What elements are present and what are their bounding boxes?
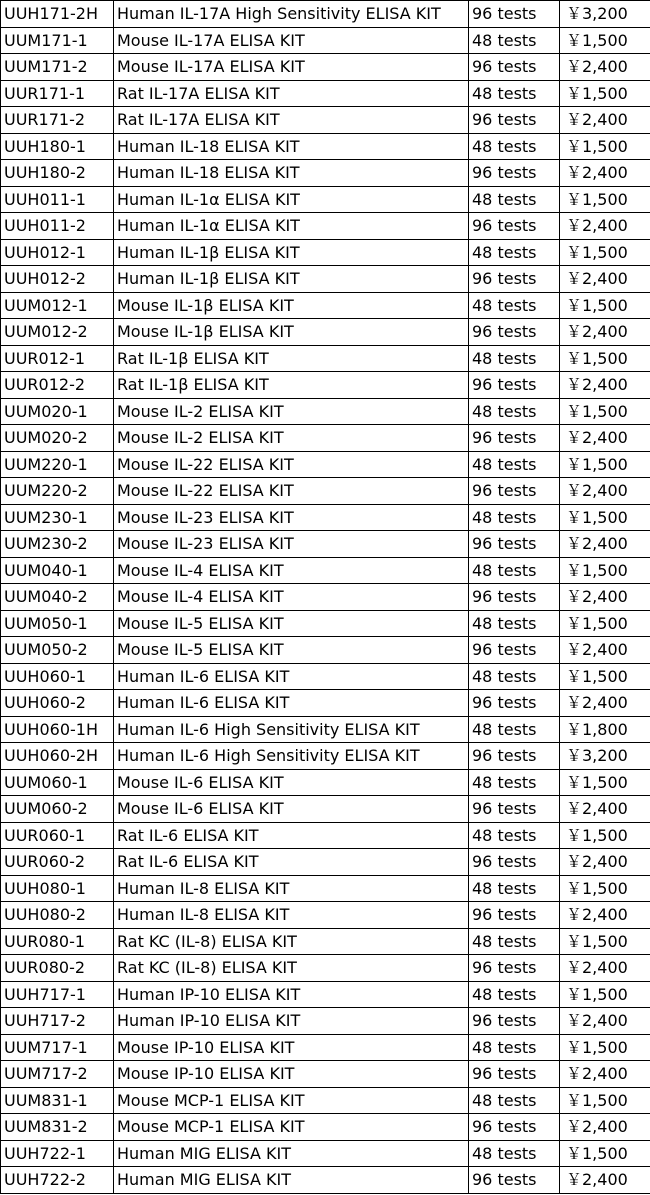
product-code-cell: UUR080-1 xyxy=(1,928,114,955)
product-name-cell: Mouse IL-6 ELISA KIT xyxy=(114,769,469,796)
price-cell: ￥1,500 xyxy=(560,928,650,955)
product-code-cell: UUM220-2 xyxy=(1,478,114,505)
product-name-cell: Mouse MCP-1 ELISA KIT xyxy=(114,1087,469,1114)
price-cell: ￥1,500 xyxy=(560,1087,650,1114)
product-name-cell: Mouse IL-2 ELISA KIT xyxy=(114,425,469,452)
price-cell: ￥2,400 xyxy=(560,955,650,982)
test-count-cell: 96 tests xyxy=(469,955,560,982)
product-name-cell: Human IL-1α ELISA KIT xyxy=(114,213,469,240)
table-row xyxy=(1,213,650,240)
product-name-cell: Human MIG ELISA KIT xyxy=(114,1167,469,1194)
price-cell: ￥1,500 xyxy=(560,133,650,160)
test-count-cell: 96 tests xyxy=(469,796,560,823)
table-row xyxy=(1,902,650,929)
product-code-cell: UUH060-2H xyxy=(1,743,114,770)
product-name-cell: Rat IL-6 ELISA KIT xyxy=(114,822,469,849)
product-name-cell: Rat KC (IL-8) ELISA KIT xyxy=(114,955,469,982)
product-name-cell: Rat IL-6 ELISA KIT xyxy=(114,849,469,876)
price-cell: ￥3,200 xyxy=(560,743,650,770)
table-row xyxy=(1,398,650,425)
test-count-cell: 48 tests xyxy=(469,1087,560,1114)
table-row xyxy=(1,584,650,611)
price-cell: ￥2,400 xyxy=(560,1167,650,1194)
product-name-cell: Human IL-1α ELISA KIT xyxy=(114,186,469,213)
price-cell: ￥1,500 xyxy=(560,769,650,796)
test-count-cell: 48 tests xyxy=(469,186,560,213)
product-code-cell: UUM171-2 xyxy=(1,54,114,81)
table-row xyxy=(1,796,650,823)
price-cell: ￥1,500 xyxy=(560,27,650,54)
table-row xyxy=(1,319,650,346)
test-count-cell: 48 tests xyxy=(469,345,560,372)
test-count-cell: 96 tests xyxy=(469,690,560,717)
product-name-cell: Mouse IL-1β ELISA KIT xyxy=(114,292,469,319)
price-cell: ￥1,500 xyxy=(560,610,650,637)
test-count-cell: 96 tests xyxy=(469,637,560,664)
product-code-cell: UUM040-2 xyxy=(1,584,114,611)
test-count-cell: 96 tests xyxy=(469,1114,560,1141)
price-cell: ￥1,500 xyxy=(560,451,650,478)
table-row xyxy=(1,531,650,558)
product-code-cell: UUH012-2 xyxy=(1,266,114,293)
product-name-cell: Human IL-6 ELISA KIT xyxy=(114,690,469,717)
product-name-cell: Mouse IL-1β ELISA KIT xyxy=(114,319,469,346)
product-code-cell: UUM230-1 xyxy=(1,504,114,531)
table-row xyxy=(1,425,650,452)
product-code-cell: UUM012-2 xyxy=(1,319,114,346)
table-row xyxy=(1,504,650,531)
table-row xyxy=(1,160,650,187)
product-name-cell: Human IL-1β ELISA KIT xyxy=(114,266,469,293)
product-code-cell: UUM040-1 xyxy=(1,557,114,584)
test-count-cell: 48 tests xyxy=(469,451,560,478)
price-cell: ￥1,500 xyxy=(560,1140,650,1167)
price-cell: ￥3,200 xyxy=(560,1,650,28)
table-row xyxy=(1,743,650,770)
table-row xyxy=(1,849,650,876)
price-cell: ￥2,400 xyxy=(560,213,650,240)
product-code-cell: UUR171-2 xyxy=(1,107,114,134)
product-name-cell: Mouse IL-17A ELISA KIT xyxy=(114,54,469,81)
price-cell: ￥2,400 xyxy=(560,319,650,346)
product-name-cell: Human IL-6 ELISA KIT xyxy=(114,663,469,690)
product-code-cell: UUH180-1 xyxy=(1,133,114,160)
table-row xyxy=(1,27,650,54)
test-count-cell: 48 tests xyxy=(469,928,560,955)
table-row xyxy=(1,637,650,664)
test-count-cell: 96 tests xyxy=(469,743,560,770)
price-cell: ￥2,400 xyxy=(560,54,650,81)
product-name-cell: Mouse IL-22 ELISA KIT xyxy=(114,451,469,478)
price-cell: ￥1,500 xyxy=(560,239,650,266)
table-row xyxy=(1,1087,650,1114)
table-row xyxy=(1,266,650,293)
price-cell: ￥2,400 xyxy=(560,584,650,611)
product-name-cell: Human IL-8 ELISA KIT xyxy=(114,875,469,902)
price-cell: ￥2,400 xyxy=(560,902,650,929)
price-cell: ￥1,500 xyxy=(560,875,650,902)
table-row xyxy=(1,690,650,717)
table-row xyxy=(1,875,650,902)
test-count-cell: 48 tests xyxy=(469,27,560,54)
price-cell: ￥1,500 xyxy=(560,504,650,531)
test-count-cell: 96 tests xyxy=(469,849,560,876)
product-name-cell: Rat IL-1β ELISA KIT xyxy=(114,372,469,399)
test-count-cell: 96 tests xyxy=(469,1008,560,1035)
test-count-cell: 96 tests xyxy=(469,1167,560,1194)
product-code-cell: UUM717-1 xyxy=(1,1034,114,1061)
product-code-cell: UUM060-2 xyxy=(1,796,114,823)
price-cell: ￥1,500 xyxy=(560,822,650,849)
product-code-cell: UUR012-1 xyxy=(1,345,114,372)
test-count-cell: 96 tests xyxy=(469,160,560,187)
product-code-cell: UUR060-1 xyxy=(1,822,114,849)
test-count-cell: 48 tests xyxy=(469,981,560,1008)
product-name-cell: Mouse IL-4 ELISA KIT xyxy=(114,584,469,611)
product-name-cell: Human IL-6 High Sensitivity ELISA KIT xyxy=(114,716,469,743)
table-row xyxy=(1,451,650,478)
table-row xyxy=(1,981,650,1008)
product-name-cell: Mouse IL-5 ELISA KIT xyxy=(114,610,469,637)
product-code-cell: UUH722-2 xyxy=(1,1167,114,1194)
product-name-cell: Human IP-10 ELISA KIT xyxy=(114,1008,469,1035)
price-cell: ￥2,400 xyxy=(560,478,650,505)
test-count-cell: 96 tests xyxy=(469,372,560,399)
product-code-cell: UUR012-2 xyxy=(1,372,114,399)
test-count-cell: 48 tests xyxy=(469,1140,560,1167)
table-row xyxy=(1,186,650,213)
product-name-cell: Mouse IP-10 ELISA KIT xyxy=(114,1061,469,1088)
table-row xyxy=(1,955,650,982)
table-row xyxy=(1,292,650,319)
product-code-cell: UUH171-2H xyxy=(1,1,114,28)
price-cell: ￥2,400 xyxy=(560,796,650,823)
price-cell: ￥1,500 xyxy=(560,1034,650,1061)
price-cell: ￥2,400 xyxy=(560,531,650,558)
product-name-cell: Human IL-18 ELISA KIT xyxy=(114,160,469,187)
price-cell: ￥1,500 xyxy=(560,557,650,584)
table-row xyxy=(1,1034,650,1061)
test-count-cell: 96 tests xyxy=(469,319,560,346)
product-code-cell: UUH011-2 xyxy=(1,213,114,240)
price-cell: ￥1,500 xyxy=(560,186,650,213)
table-row xyxy=(1,1,650,28)
test-count-cell: 48 tests xyxy=(469,769,560,796)
product-code-cell: UUM020-2 xyxy=(1,425,114,452)
product-name-cell: Mouse IL-5 ELISA KIT xyxy=(114,637,469,664)
test-count-cell: 96 tests xyxy=(469,266,560,293)
table-row xyxy=(1,769,650,796)
price-cell: ￥2,400 xyxy=(560,1008,650,1035)
product-code-cell: UUM060-1 xyxy=(1,769,114,796)
table-row xyxy=(1,107,650,134)
test-count-cell: 96 tests xyxy=(469,478,560,505)
price-cell: ￥2,400 xyxy=(560,637,650,664)
price-cell: ￥2,400 xyxy=(560,1114,650,1141)
product-code-cell: UUH717-1 xyxy=(1,981,114,1008)
product-name-cell: Rat IL-17A ELISA KIT xyxy=(114,107,469,134)
table-row xyxy=(1,928,650,955)
product-code-cell: UUM012-1 xyxy=(1,292,114,319)
product-code-cell: UUH060-1H xyxy=(1,716,114,743)
product-name-cell: Human IL-17A High Sensitivity ELISA KIT xyxy=(114,1,469,28)
table-body xyxy=(1,1,650,1194)
test-count-cell: 96 tests xyxy=(469,1,560,28)
test-count-cell: 48 tests xyxy=(469,557,560,584)
price-cell: ￥1,500 xyxy=(560,981,650,1008)
table-row xyxy=(1,80,650,107)
table-row xyxy=(1,1140,650,1167)
product-name-cell: Mouse IL-6 ELISA KIT xyxy=(114,796,469,823)
product-name-cell: Mouse IL-23 ELISA KIT xyxy=(114,531,469,558)
test-count-cell: 96 tests xyxy=(469,584,560,611)
table-row xyxy=(1,663,650,690)
product-name-cell: Rat IL-17A ELISA KIT xyxy=(114,80,469,107)
test-count-cell: 48 tests xyxy=(469,1034,560,1061)
product-code-cell: UUH722-1 xyxy=(1,1140,114,1167)
product-code-cell: UUM050-2 xyxy=(1,637,114,664)
price-cell: ￥2,400 xyxy=(560,690,650,717)
product-name-cell: Human MIG ELISA KIT xyxy=(114,1140,469,1167)
table-row xyxy=(1,1008,650,1035)
product-code-cell: UUH080-2 xyxy=(1,902,114,929)
price-cell: ￥1,500 xyxy=(560,292,650,319)
test-count-cell: 96 tests xyxy=(469,213,560,240)
price-cell: ￥2,400 xyxy=(560,107,650,134)
product-code-cell: UUM020-1 xyxy=(1,398,114,425)
product-code-cell: UUH717-2 xyxy=(1,1008,114,1035)
test-count-cell: 48 tests xyxy=(469,292,560,319)
product-code-cell: UUM831-1 xyxy=(1,1087,114,1114)
product-name-cell: Mouse IL-23 ELISA KIT xyxy=(114,504,469,531)
product-name-cell: Human IL-1β ELISA KIT xyxy=(114,239,469,266)
table-row xyxy=(1,133,650,160)
test-count-cell: 96 tests xyxy=(469,531,560,558)
product-code-cell: UUM230-2 xyxy=(1,531,114,558)
test-count-cell: 48 tests xyxy=(469,80,560,107)
test-count-cell: 96 tests xyxy=(469,107,560,134)
price-cell: ￥2,400 xyxy=(560,425,650,452)
product-name-cell: Mouse IL-4 ELISA KIT xyxy=(114,557,469,584)
price-cell: ￥2,400 xyxy=(560,849,650,876)
product-code-cell: UUH012-1 xyxy=(1,239,114,266)
test-count-cell: 96 tests xyxy=(469,902,560,929)
product-name-cell: Human IL-18 ELISA KIT xyxy=(114,133,469,160)
test-count-cell: 48 tests xyxy=(469,663,560,690)
test-count-cell: 48 tests xyxy=(469,610,560,637)
table-row xyxy=(1,1114,650,1141)
test-count-cell: 48 tests xyxy=(469,716,560,743)
product-name-cell: Mouse IL-2 ELISA KIT xyxy=(114,398,469,425)
test-count-cell: 48 tests xyxy=(469,133,560,160)
product-code-cell: UUH060-2 xyxy=(1,690,114,717)
product-name-cell: Mouse IL-17A ELISA KIT xyxy=(114,27,469,54)
product-code-cell: UUM717-2 xyxy=(1,1061,114,1088)
product-code-cell: UUM171-1 xyxy=(1,27,114,54)
product-name-cell: Mouse IL-22 ELISA KIT xyxy=(114,478,469,505)
product-code-cell: UUR171-1 xyxy=(1,80,114,107)
product-code-cell: UUH011-1 xyxy=(1,186,114,213)
table-row xyxy=(1,1167,650,1194)
price-cell: ￥1,500 xyxy=(560,663,650,690)
test-count-cell: 48 tests xyxy=(469,822,560,849)
product-code-cell: UUM050-1 xyxy=(1,610,114,637)
price-cell: ￥1,500 xyxy=(560,398,650,425)
test-count-cell: 48 tests xyxy=(469,875,560,902)
table-row xyxy=(1,345,650,372)
table-row xyxy=(1,372,650,399)
price-cell: ￥2,400 xyxy=(560,372,650,399)
test-count-cell: 96 tests xyxy=(469,425,560,452)
price-cell: ￥2,400 xyxy=(560,160,650,187)
table-row xyxy=(1,239,650,266)
product-code-cell: UUM220-1 xyxy=(1,451,114,478)
product-code-cell: UUR080-2 xyxy=(1,955,114,982)
product-name-cell: Rat KC (IL-8) ELISA KIT xyxy=(114,928,469,955)
price-cell: ￥1,500 xyxy=(560,80,650,107)
product-name-cell: Mouse IP-10 ELISA KIT xyxy=(114,1034,469,1061)
product-name-cell: Rat IL-1β ELISA KIT xyxy=(114,345,469,372)
product-code-cell: UUM831-2 xyxy=(1,1114,114,1141)
product-name-cell: Human IL-6 High Sensitivity ELISA KIT xyxy=(114,743,469,770)
product-code-cell: UUH080-1 xyxy=(1,875,114,902)
test-count-cell: 48 tests xyxy=(469,504,560,531)
table-row xyxy=(1,54,650,81)
product-name-cell: Human IP-10 ELISA KIT xyxy=(114,981,469,1008)
product-name-cell: Mouse MCP-1 ELISA KIT xyxy=(114,1114,469,1141)
price-cell: ￥2,400 xyxy=(560,266,650,293)
product-name-cell: Human IL-8 ELISA KIT xyxy=(114,902,469,929)
test-count-cell: 48 tests xyxy=(469,239,560,266)
table-row xyxy=(1,478,650,505)
test-count-cell: 96 tests xyxy=(469,54,560,81)
table-row xyxy=(1,716,650,743)
table-row xyxy=(1,1061,650,1088)
price-cell: ￥1,800 xyxy=(560,716,650,743)
table-row xyxy=(1,822,650,849)
test-count-cell: 48 tests xyxy=(469,398,560,425)
product-code-cell: UUH060-1 xyxy=(1,663,114,690)
price-cell: ￥1,500 xyxy=(560,345,650,372)
table-row xyxy=(1,610,650,637)
product-code-cell: UUR060-2 xyxy=(1,849,114,876)
table-row xyxy=(1,557,650,584)
price-cell: ￥2,400 xyxy=(560,1061,650,1088)
product-code-cell: UUH180-2 xyxy=(1,160,114,187)
test-count-cell: 96 tests xyxy=(469,1061,560,1088)
